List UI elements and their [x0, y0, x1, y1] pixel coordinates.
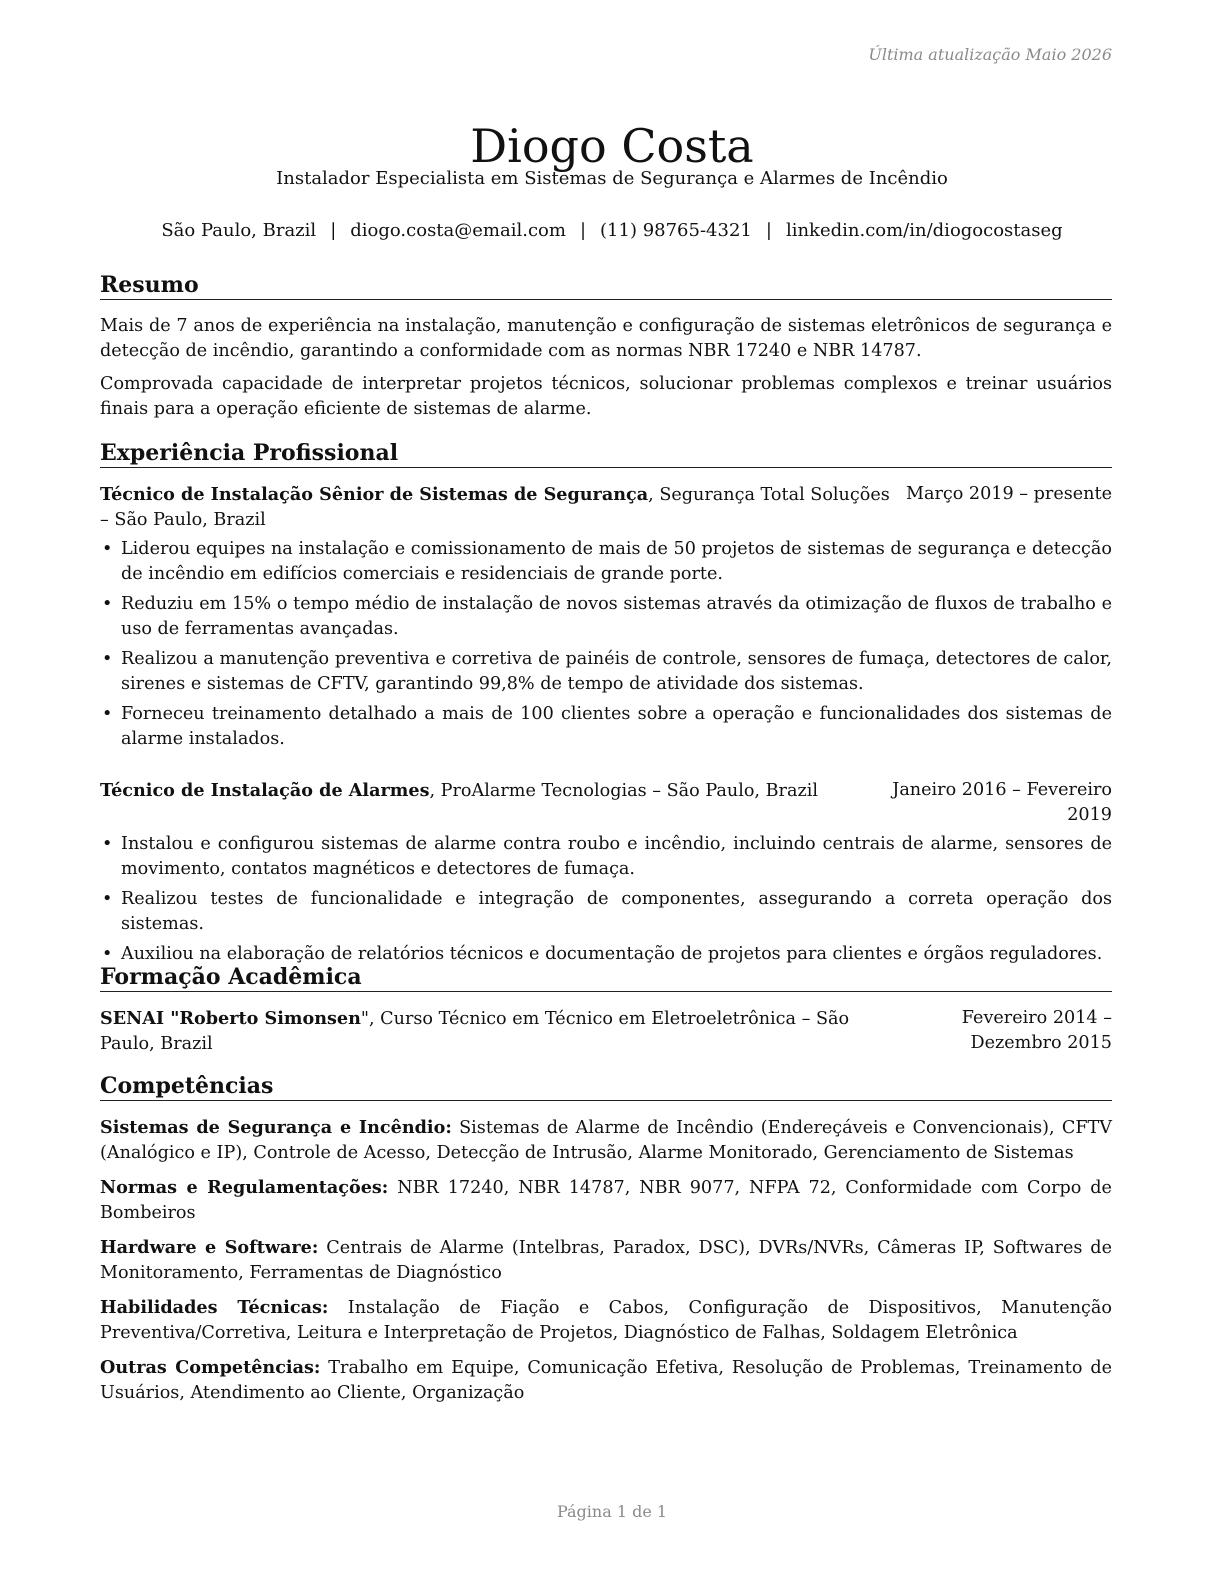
skill-text: Instalação de Fiação e Cabos, Configuração de Dispositivos, Manutenção Preventiva/Corretiva, Leitura e Interpretação de Projetos, Diagnóstico de Falhas, Soldagem Eletrônica: [100, 1298, 1112, 1343]
skill-row: [100, 1355, 1112, 1406]
skill-row: [100, 1115, 1112, 1166]
summary-section: [100, 272, 1112, 422]
experience-section: [100, 440, 1112, 972]
list-item: • Forneceu treinamento detalhado a mais de 100 clientes sobre a operação e funcionalidades dos sistemas de alarme instalados.: [100, 702, 1112, 752]
section-title-experience: Experiência Profissional: [100, 440, 1112, 468]
job-header: [100, 778, 1112, 828]
skill-label: Normas e Regulamentações:: [100, 1177, 389, 1198]
job-header: [100, 482, 1112, 533]
job-company: , ProAlarme Tecnologias – São Paulo, Brazil: [429, 781, 818, 801]
school-name-highlight: Roberto Simonsen: [179, 1008, 361, 1029]
separator: |: [330, 220, 337, 241]
summary-paragraph: Mais de 7 anos de experiência na instalação, manutenção e configuração de sistemas eletrônicos de segurança e detecção de incêndio, garantindo a conformidade com as normas NBR 17240 e NBR 14787.: [100, 316, 1112, 361]
phone: (11) 98765-4321: [600, 220, 752, 241]
education-dates: Fevereiro 2014 – Dezembro 2015: [961, 1008, 1112, 1053]
job-bullets: [100, 832, 1112, 967]
separator: |: [765, 220, 772, 241]
school-quote: ": [360, 1009, 369, 1029]
skill-label: Outras Competências:: [100, 1357, 321, 1378]
email-link[interactable]: diogo.costa@email.com: [350, 220, 566, 241]
skill-label: Sistemas de Segurança e Incêndio:: [100, 1117, 452, 1138]
last-updated: Última atualização Maio 2026: [868, 45, 1112, 64]
job-entry: [100, 482, 1112, 752]
job-company: , Segurança Total Soluções – São Paulo, Brazil: [100, 485, 890, 530]
summary-paragraph: Comprovada capacidade de interpretar projetos técnicos, solucionar problemas complexos e treinar usuários finais para a operação eficiente de sistemas de alarme.: [100, 374, 1112, 419]
skill-row: [100, 1235, 1112, 1286]
section-title-skills: Competências: [100, 1073, 1112, 1101]
job-dates: Março 2019 – presente: [905, 484, 1112, 504]
skill-text: Trabalho em Equipe, Comunicação Efetiva, Resolução de Problemas, Treinamento de Usuários, Atendimento ao Cliente, Organização: [100, 1358, 1112, 1403]
education-section: [100, 964, 1112, 1057]
job-role: Técnico de Instalação de Alarmes: [100, 780, 430, 801]
skill-text: Centrais de Alarme (Intelbras, Paradox, DSC), DVRs/NVRs, Câmeras IP, Softwares de Monitoramento, Ferramentas de Diagnóstico: [100, 1238, 1112, 1283]
skill-label: Habilidades Técnicas:: [100, 1297, 329, 1318]
skill-text: NBR 17240, NBR 14787, NBR 9077, NFPA 72, Conformidade com Corpo de Bombeiros: [100, 1178, 1112, 1223]
skills-section: [100, 1073, 1112, 1415]
location: São Paulo, Brazil: [161, 220, 317, 241]
job-role: Técnico de Instalação Sênior de Sistemas de Segurança: [100, 484, 649, 505]
list-item: • Realizou a manutenção preventiva e corretiva de painéis de controle, sensores de fumaça, detectores de calor, sirenes e sistemas de CFTV, garantindo 99,8% de tempo de atividade dos sistemas.: [100, 647, 1112, 697]
headline: Instalador Especialista em Sistemas de Segurança e Alarmes de Incêndio: [276, 168, 948, 189]
skill-text: Sistemas de Alarme de Incêndio (Endereçáveis e Convencionais), CFTV (Analógico e IP), Controle de Acesso, Detecção de Intrusão, Alarme Monitorado, Gerenciamento de Sistemas: [100, 1118, 1112, 1163]
section-title-summary: Resumo: [100, 272, 1112, 300]
job-bullets: [100, 537, 1112, 752]
candidate-name: Diogo Costa: [470, 118, 754, 173]
section-title-education: Formação Acadêmica: [100, 964, 1112, 992]
skill-row: [100, 1295, 1112, 1346]
education-details: , Curso Técnico em Técnico em Eletroeletrônica – São Paulo, Brazil: [100, 1009, 850, 1054]
page-number: Página 1 de 1: [556, 1502, 668, 1521]
skill-label: Hardware e Software:: [100, 1237, 319, 1258]
list-item: • Auxiliou na elaboração de relatórios técnicos e documentação de projetos para clientes e órgãos reguladores.: [100, 942, 1112, 967]
list-item: • Realizou testes de funcionalidade e integração de componentes, assegurando a correta operação dos sistemas.: [100, 887, 1112, 937]
job-entry: [100, 778, 1112, 967]
contact-line: [0, 220, 1224, 241]
school-name: SENAI ": [100, 1008, 180, 1029]
job-dates: Janeiro 2016 – Fevereiro 2019: [892, 780, 1112, 825]
list-item: • Reduziu em 15% o tempo médio de instalação de novos sistemas através da otimização de fluxos de trabalho e uso de ferramentas avançadas.: [100, 592, 1112, 642]
linkedin-link[interactable]: linkedin.com/in/diogocostaseg: [785, 220, 1063, 241]
education-entry: [100, 1006, 1112, 1057]
separator: |: [579, 220, 587, 241]
skill-row: [100, 1175, 1112, 1226]
list-item: • Liderou equipes na instalação e comissionamento de mais de 50 projetos de sistemas de segurança e detecção de incêndio em edifícios comerciais e residenciais de grande porte.: [100, 537, 1112, 587]
list-item: • Instalou e configurou sistemas de alarme contra roubo e incêndio, incluindo centrais de alarme, sensores de movimento, contatos magnéticos e detectores de fumaça.: [100, 832, 1112, 882]
